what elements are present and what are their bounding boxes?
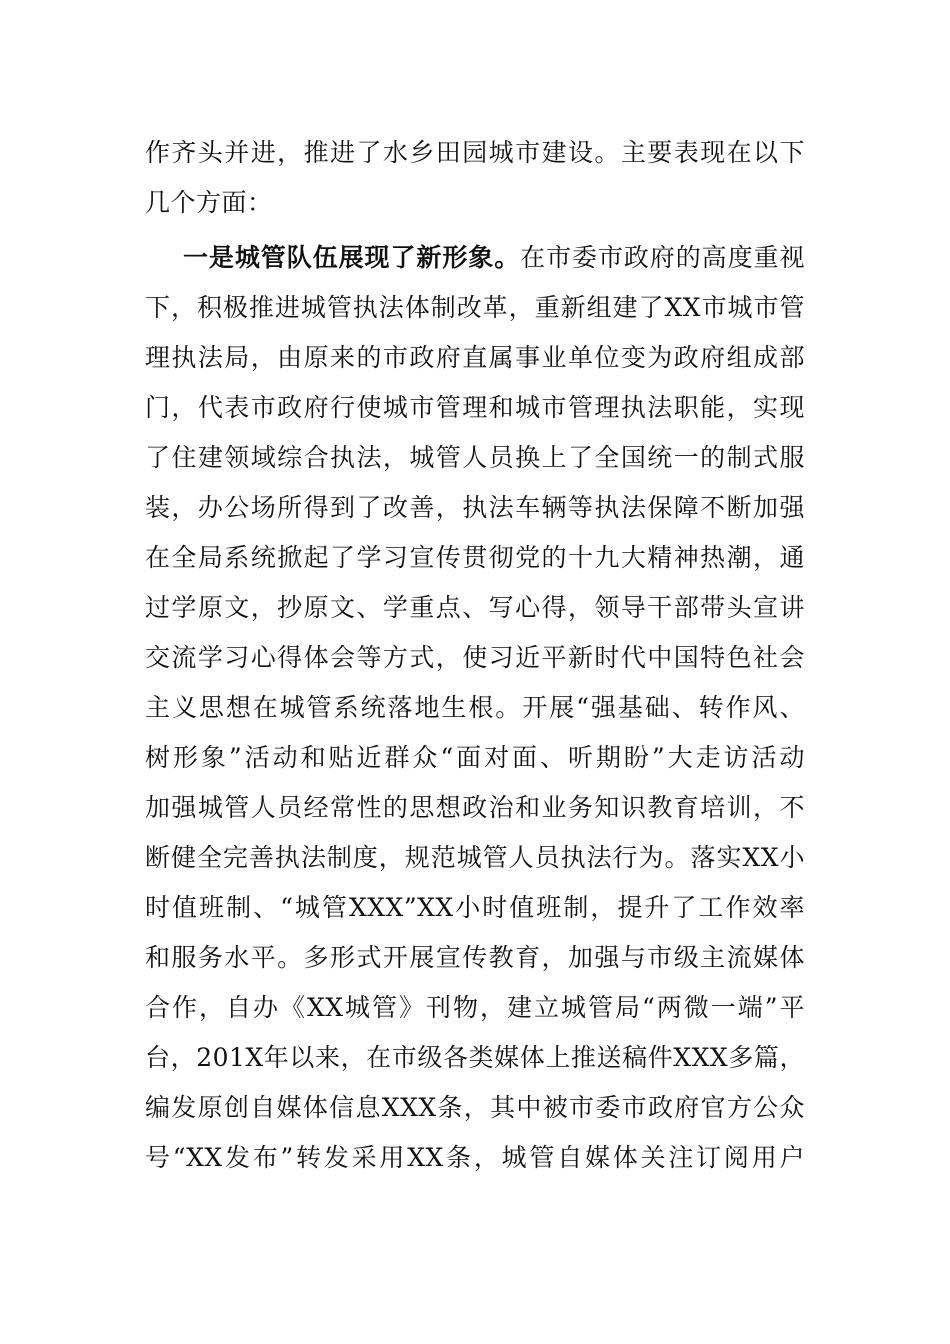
text-line: 在全局系统掀起了学习宣传贯彻党的十九大精神热潮，通: [145, 543, 805, 572]
text-line: 主义思想在城管系统落地生根。开展“强基础、转作风、: [145, 693, 805, 722]
paragraph-intro: [145, 128, 805, 228]
text-line: 号“XX发布”转发采用XX条，城管自媒体关注订阅用户: [145, 1143, 805, 1172]
text-line: 了住建领域综合执法，城管人员换上了全国统一的制式服: [145, 443, 805, 472]
text-line: 装，办公场所得到了改善，执法车辆等执法保障不断加强: [145, 493, 805, 522]
text-line: 几个方面：: [145, 188, 273, 217]
text-line: [145, 233, 805, 283]
text-line: 加强城管人员经常性的思想政治和业务知识教育培训，不: [145, 793, 805, 822]
document-body: [145, 128, 805, 1183]
text-line: 台，201X年以来，在市级各类媒体上推送稿件XXX多篇，: [145, 1043, 805, 1072]
paragraph-lead-heading: 一是城管队伍展现了新形象。: [183, 243, 521, 272]
paragraph-team-image: [145, 233, 805, 1183]
text-line: 下，积极推进城管执法体制改革，重新组建了XX市城市管: [145, 293, 805, 322]
text-line: 门，代表市政府行使城市管理和城市管理执法职能，实现: [145, 393, 805, 422]
text-line: 断健全完善执法制度，规范城管人员执法行为。落实XX小: [145, 843, 805, 872]
text-line: 理执法局，由原来的市政府直属事业单位变为政府组成部: [145, 343, 805, 372]
text-line: 编发原创自媒体信息XXX条，其中被市委市政府官方公众: [145, 1093, 805, 1122]
text-line: 交流学习心得体会等方式，使习近平新时代中国特色社会: [145, 643, 805, 672]
text-line: 时值班制、“城管XXX”XX小时值班制，提升了工作效率: [145, 893, 805, 922]
text-line: 过学原文，抄原文、学重点、写心得，领导干部带头宣讲: [145, 593, 805, 622]
text-line: 和服务水平。多形式开展宣传教育，加强与市级主流媒体: [145, 943, 805, 972]
text-fragment: 在市委市政府的高度重视: [520, 243, 805, 272]
text-line: 作齐头并进，推进了水乡田园城市建设。主要表现在以下: [145, 138, 805, 167]
text-line: 树形象”活动和贴近群众“面对面、听期盼”大走访活动: [145, 743, 805, 772]
text-line: 合作，自办《XX城管》刊物，建立城管局“两微一端”平: [145, 993, 805, 1022]
